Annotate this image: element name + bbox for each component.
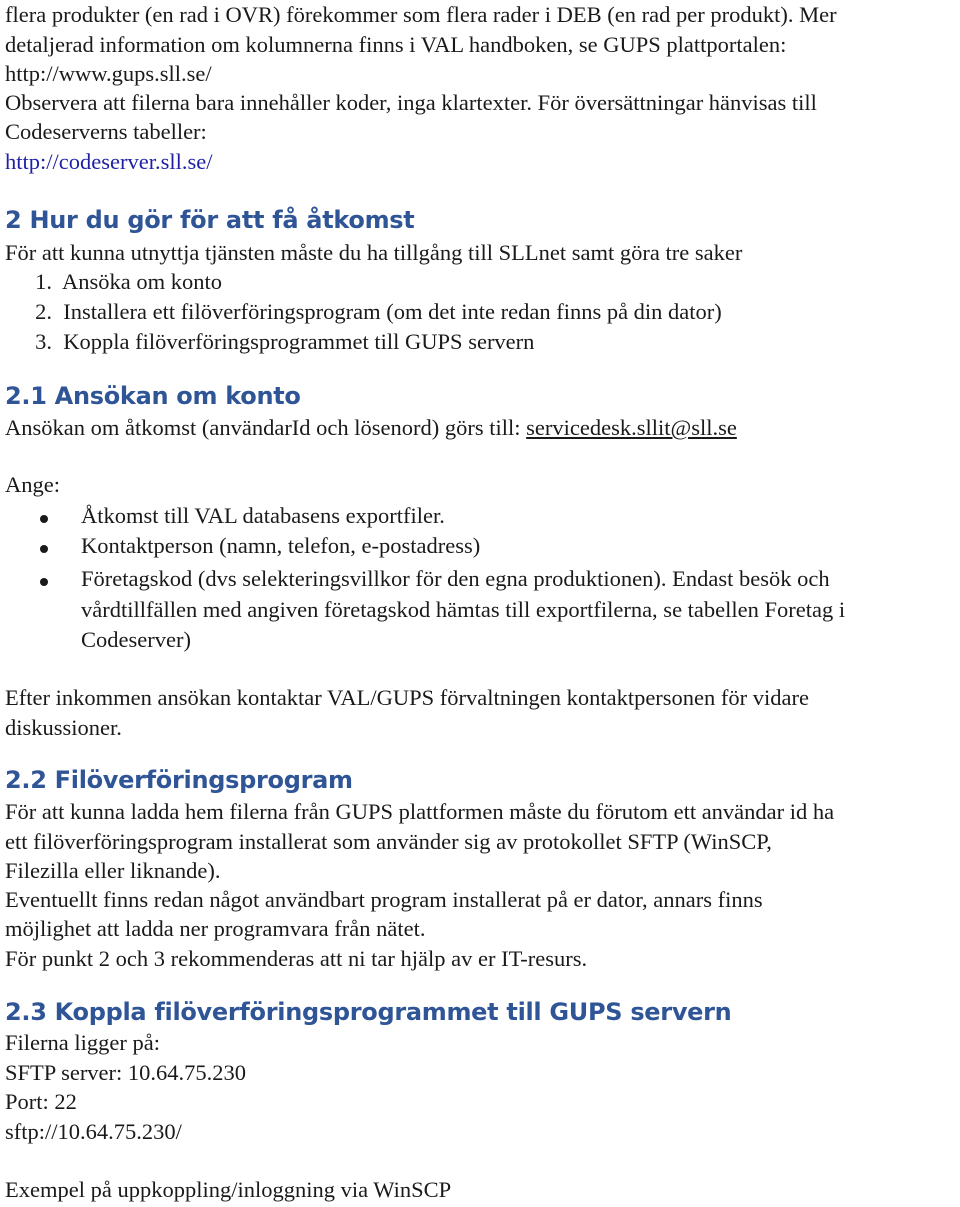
section-2-2-line: För att kunna ladda hem filerna från GUPS plattformen måste du förutom ett användar id ha [5, 799, 835, 824]
section-2-2-line: möjlighet att ladda ner programvara från nätet. [5, 916, 426, 941]
section-2-1-heading: 2.1 Ansökan om konto [5, 382, 301, 410]
section-2-2-line: För punkt 2 och 3 rekommenderas att ni tar hjälp av er IT-resurs. [5, 946, 588, 971]
apply-text: Ansökan om åtkomst (användarId och lösenord) görs till: [5, 415, 527, 440]
ange-label: Ange: [5, 472, 60, 497]
step-text: Installera ett filöverföringsprogram (om det inte redan finns på din dator) [63, 299, 722, 324]
step-item [30, 329, 534, 355]
winscp-example-line: Exempel på uppkoppling/inloggning via WinSCP [5, 1177, 452, 1202]
step-text: Ansöka om konto [62, 269, 223, 294]
section-2-3-line: Filerna ligger på: [5, 1030, 160, 1055]
section-2-heading: 2 Hur du gör för att få åtkomst [5, 206, 415, 234]
apply-line [5, 415, 737, 441]
bullet-icon [40, 545, 48, 553]
bullet-icon [40, 515, 48, 523]
section-2-intro: För att kunna utnyttja tjänsten måste du ha tillgång till SLLnet samt göra tre saker [5, 240, 743, 265]
bullet-item: Kontaktperson (namn, telefon, e-postadress) [81, 533, 481, 558]
after-apply-line-2: diskussioner. [5, 715, 122, 740]
intro-line-2: detaljerad information om kolumnerna finns i VAL handboken, se GUPS plattportalen: [5, 32, 787, 57]
gups-portal-url[interactable]: http://www.gups.sll.se/ [5, 61, 212, 86]
step-number: 2. [35, 299, 52, 324]
sftp-server-line: SFTP server: 10.64.75.230 [5, 1060, 247, 1085]
step-number: 3. [35, 329, 52, 354]
bullet-item-continuation: Codeserver) [81, 627, 191, 652]
step-text: Koppla filöverföringsprogrammet till GUPS servern [63, 329, 535, 354]
step-number: 1. [35, 269, 52, 294]
step-item [30, 269, 222, 295]
intro-line-4: Observera att filerna bara innehåller koder, inga klartexter. För översättningar hänvisas till [5, 90, 817, 115]
bullet-icon [40, 578, 48, 586]
section-2-2-line: Filezilla eller liknande). [5, 858, 221, 883]
step-item [30, 299, 722, 325]
section-2-2-heading: 2.2 Filöverföringsprogram [5, 766, 353, 794]
bullet-item-continuation: vårdtillfällen med angiven företagskod hämtas till exportfilerna, se tabellen Foretag i [81, 597, 846, 622]
section-2-2-line: ett filöverföringsprogram installerat som använder sig av protokollet SFTP (WinSCP, [5, 829, 772, 854]
section-2-2-line: Eventuellt finns redan något användbart program installerat på er dator, annars finns [5, 887, 763, 912]
bullet-item: Åtkomst till VAL databasens exportfiler. [81, 503, 445, 528]
bullet-item: Företagskod (dvs selekteringsvillkor för den egna produktionen). Endast besök och [81, 566, 830, 591]
port-line: Port: 22 [5, 1089, 77, 1114]
intro-line-5: Codeserverns tabeller: [5, 119, 207, 144]
intro-line-1: flera produkter (en rad i OVR) förekommer som flera rader i DEB (en rad per produkt). Mer [5, 2, 837, 27]
section-2-3-heading: 2.3 Koppla filöverföringsprogrammet till GUPS servern [5, 998, 732, 1026]
sftp-url[interactable]: sftp://10.64.75.230/ [5, 1119, 182, 1144]
after-apply-line-1: Efter inkommen ansökan kontaktar VAL/GUPS förvaltningen kontaktpersonen för vidare [5, 685, 809, 710]
codeserver-link[interactable]: http://codeserver.sll.se/ [5, 149, 213, 174]
servicedesk-email-link[interactable]: servicedesk.sllit@sll.se [526, 415, 737, 440]
